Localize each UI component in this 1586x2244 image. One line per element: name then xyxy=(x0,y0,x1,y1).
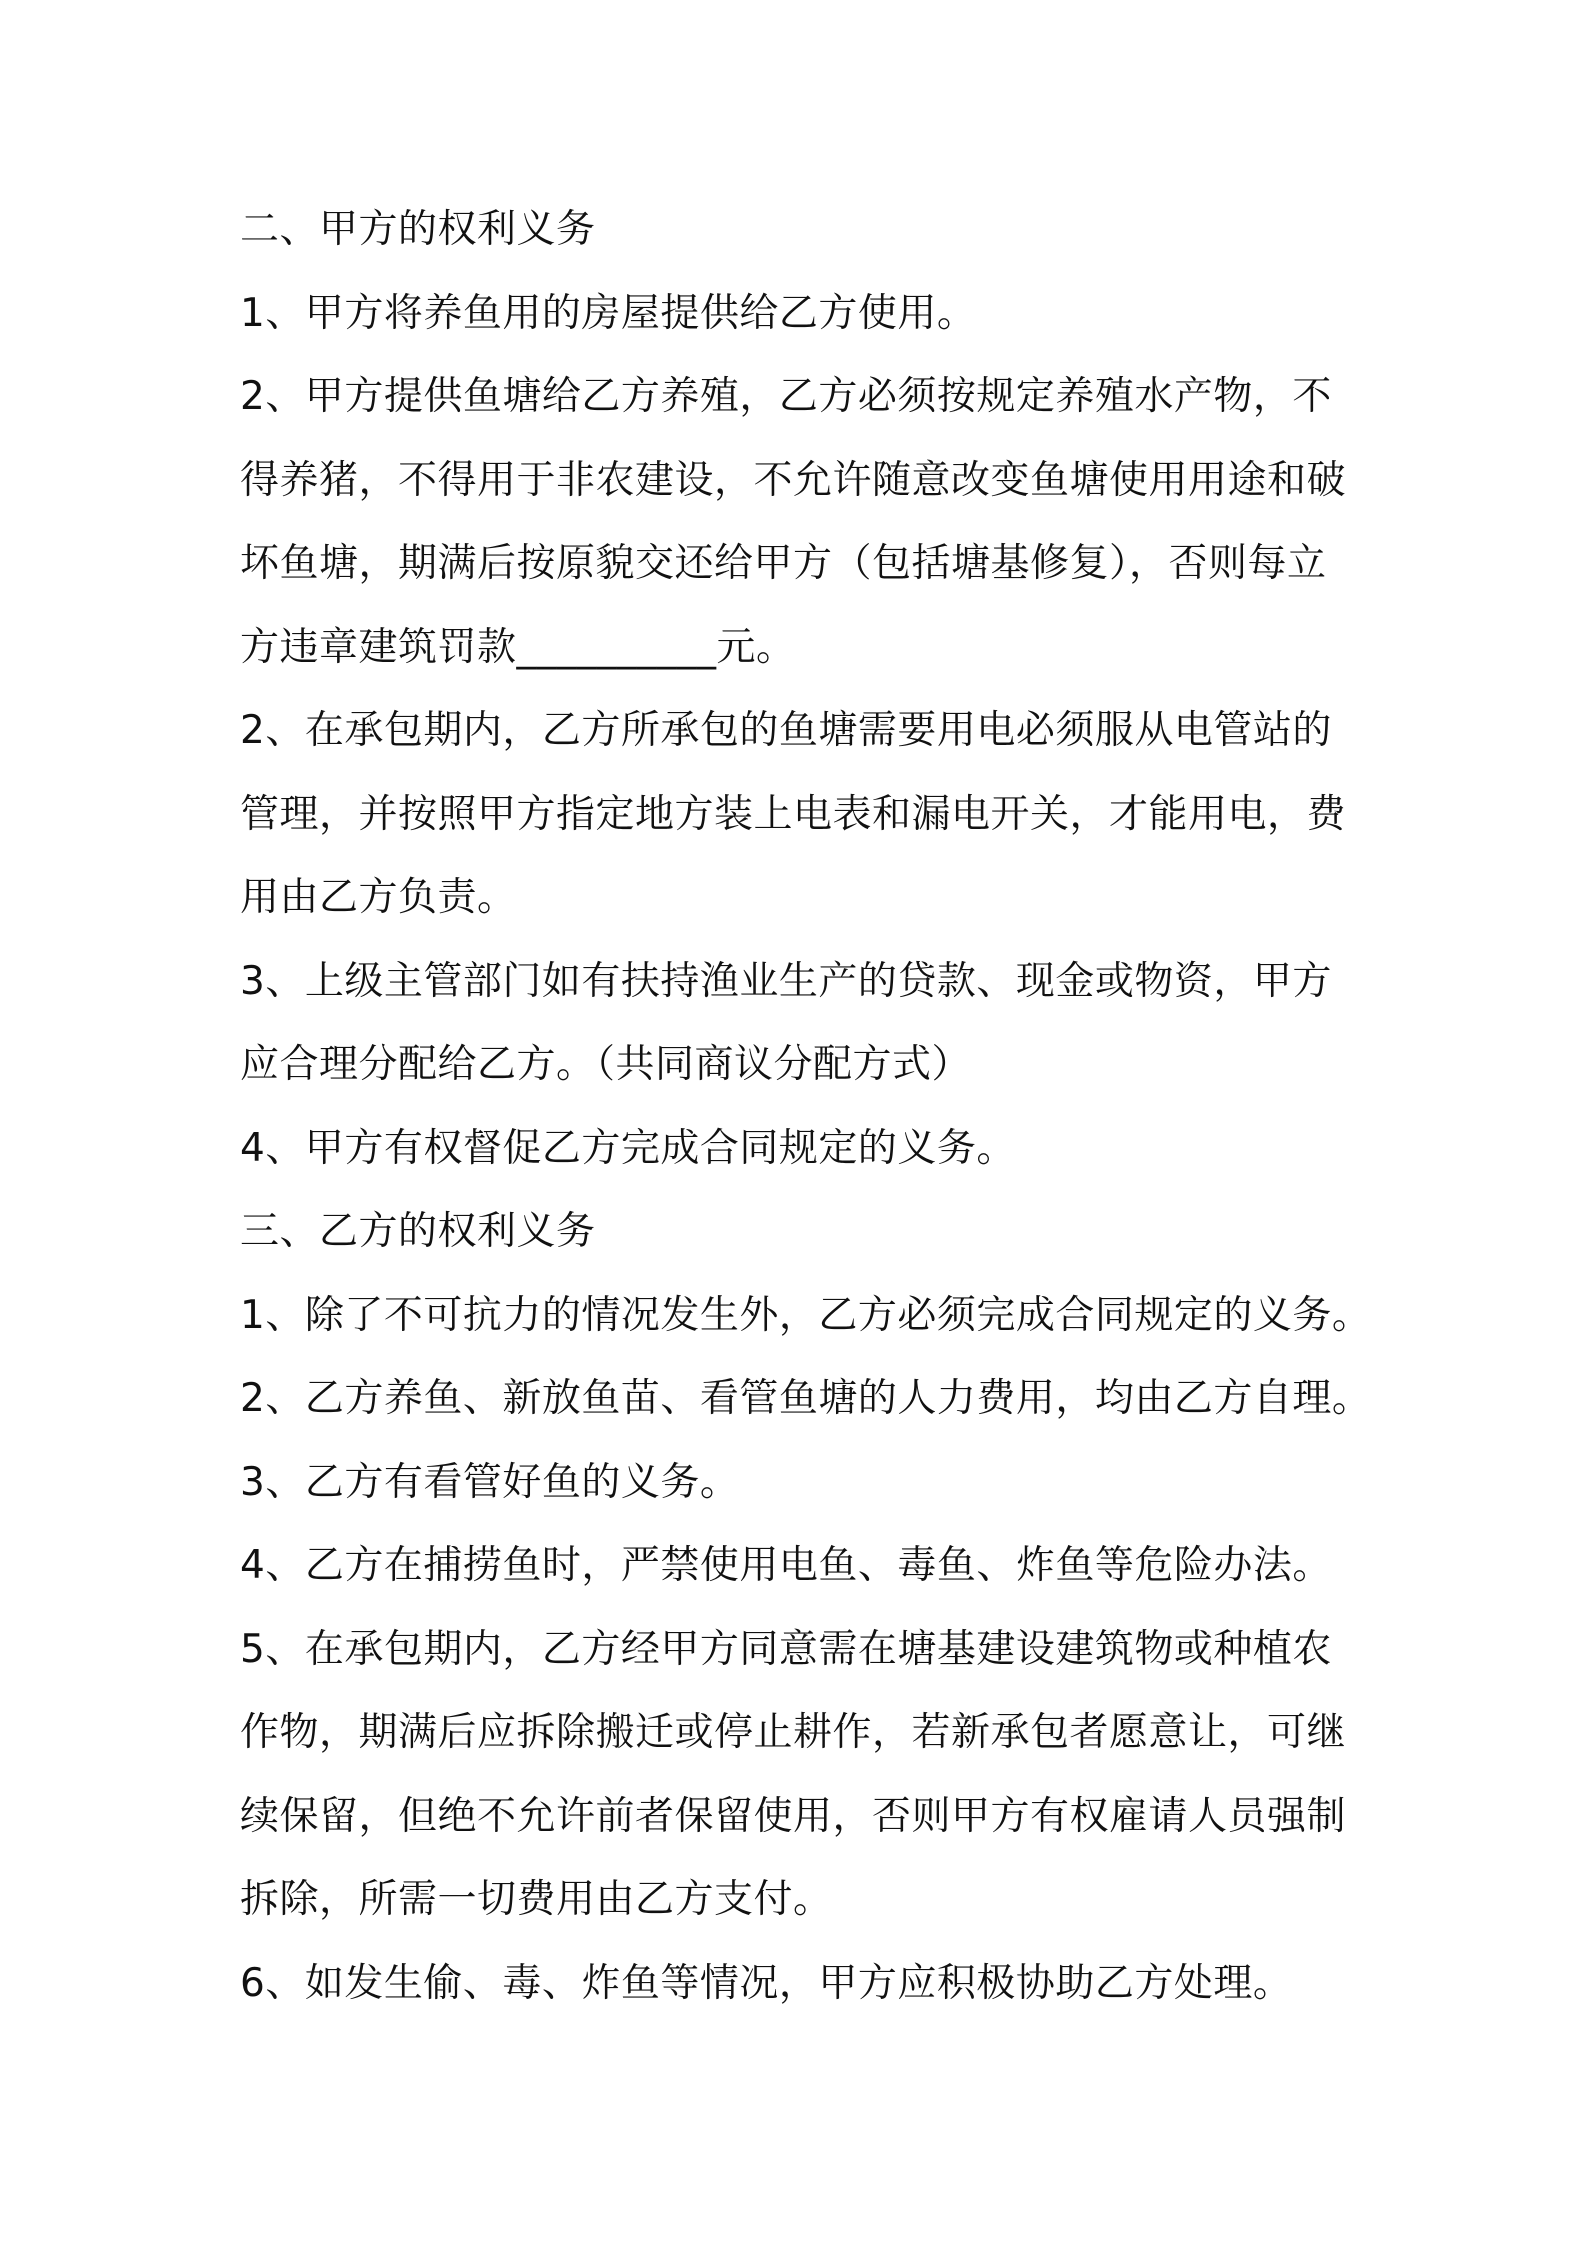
text-line: 坏鱼塘，期满后按原貌交还给甲方（包括塘基修复），否则每立 xyxy=(240,541,1327,586)
text-line: 续保留，但绝不允许前者保留使用，否则甲方有权雇请人员强制 xyxy=(240,1793,1347,1839)
text-line: 2、在承包期内，乙方所承包的鱼塘需要用电必须服从电管站的 xyxy=(240,708,1332,753)
text-line: 得养猪，不得用于非农建设，不允许随意改变鱼塘使用用途和破 xyxy=(240,457,1347,503)
text-line: 应合理分配给乙方。（共同商议分配方式） xyxy=(240,1042,972,1087)
text-line: 作物，期满后应拆除搬迁或停止耕作，若新承包者愿意让，可继 xyxy=(240,1710,1347,1755)
text-line: 3、乙方有看管好鱼的义务。 xyxy=(240,1459,740,1505)
text-line: 方违章建筑罚款__________元。 xyxy=(240,624,796,670)
text-line: 3、上级主管部门如有扶持渔业生产的贷款、现金或物资，甲方 xyxy=(240,958,1332,1004)
text-line: 6、如发生偷、毒、炸鱼等情况，甲方应积极协助乙方处理。 xyxy=(240,1960,1293,2006)
text-line: 4、乙方在捕捞鱼时，严禁使用电鱼、毒鱼、炸鱼等危险办法。 xyxy=(240,1543,1332,1588)
section-heading-party-a: 二、甲方的权利义务 xyxy=(240,207,596,252)
text-line: 5、在承包期内，乙方经甲方同意需在塘基建设建筑物或种植农 xyxy=(240,1626,1332,1672)
text-line: 1、甲方将养鱼用的房屋提供给乙方使用。 xyxy=(240,290,977,336)
text-line: 拆除，所需一切费用由乙方支付。 xyxy=(240,1877,833,1922)
text-line: 4、甲方有权督促乙方完成合同规定的义务。 xyxy=(240,1125,1016,1171)
section-heading-party-b: 三、乙方的权利义务 xyxy=(240,1209,596,1254)
text-line: 管理，并按照甲方指定地方装上电表和漏电开关，才能用电，费 xyxy=(240,791,1347,837)
text-line: 用由乙方负责。 xyxy=(240,875,517,920)
text-line: 1、除了不可抗力的情况发生外，乙方必须完成合同规定的义务。 xyxy=(240,1292,1372,1338)
document-body xyxy=(240,188,1380,2025)
text-line: 2、甲方提供鱼塘给乙方养殖，乙方必须按规定养殖水产物，不 xyxy=(240,374,1332,419)
text-line: 2、乙方养鱼、新放鱼苗、看管鱼塘的人力费用，均由乙方自理。 xyxy=(240,1376,1372,1421)
